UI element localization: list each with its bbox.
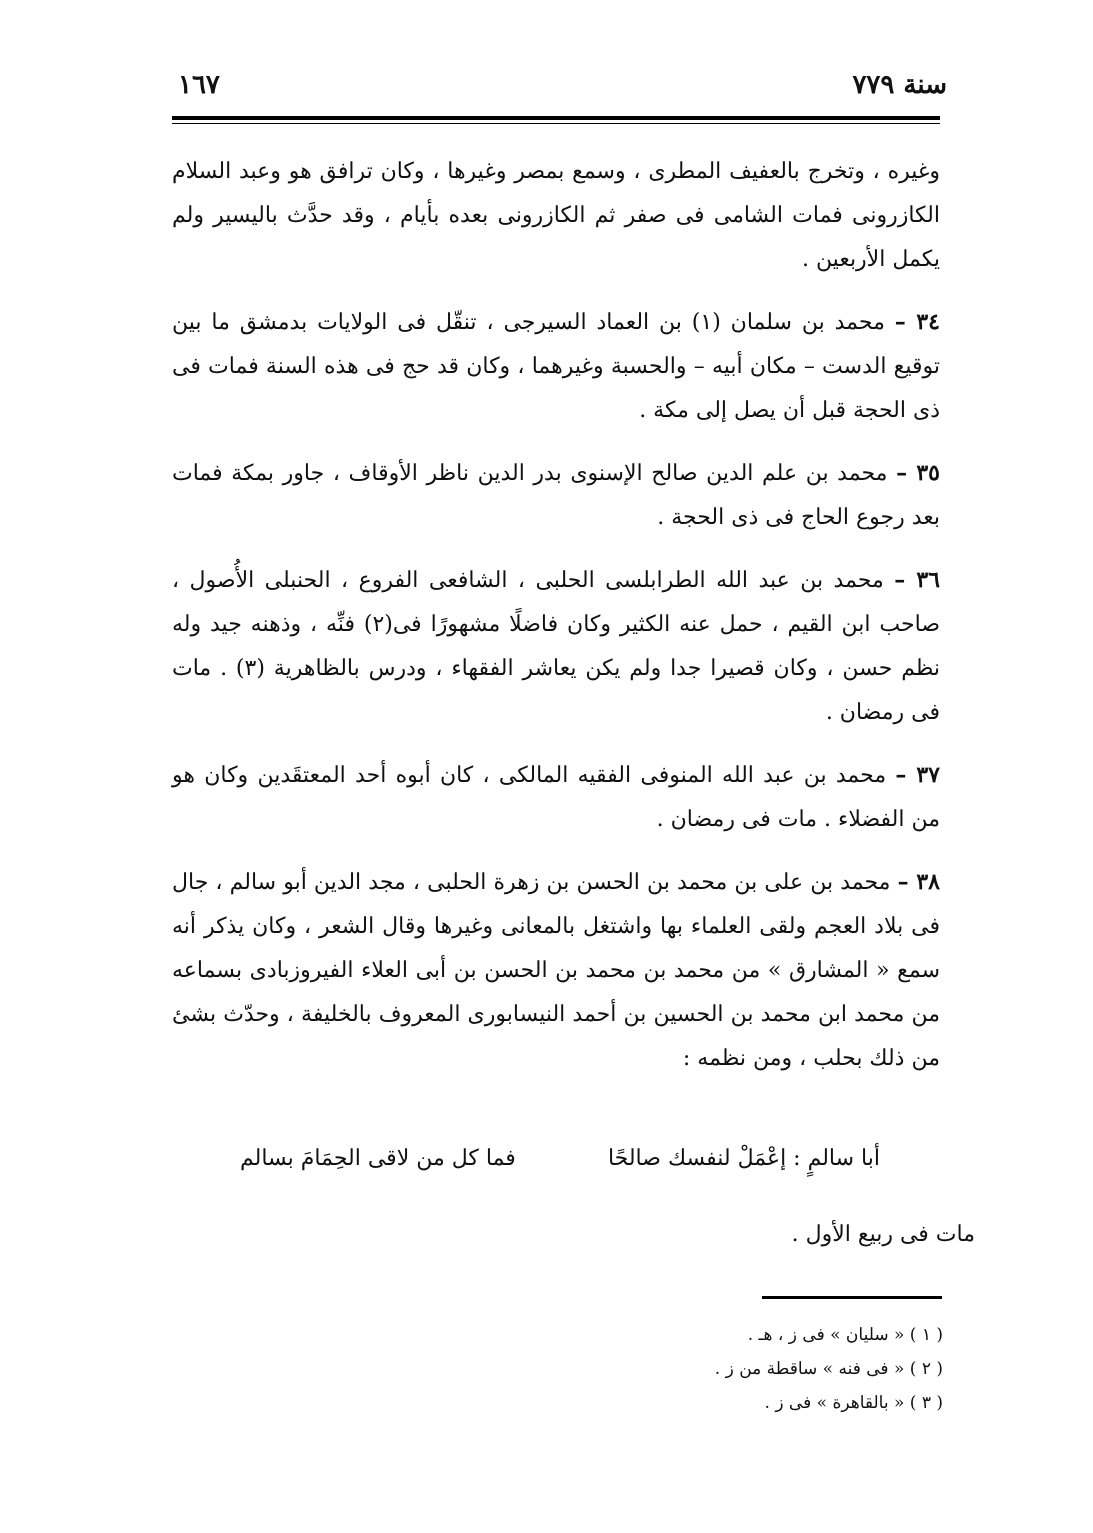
main-text: [172, 150, 940, 1099]
entry-34: [172, 300, 940, 433]
entry-text: محمد بن علم الدين صالح الإسنوى بدر الدين ناظر الأوقاف ، جاور بمكة فمات بعد رجوع الحاج فى ذى الحجة .: [172, 461, 940, 530]
page-number: ١٦٧: [178, 70, 220, 100]
entry-38: [172, 860, 940, 1081]
entry-text: محمد بن عبد الله المنوفى الفقيه المالكى ، كان أبوه أحد المعتقَدين وكان هو من الفضلاء . مات فى رمضان .: [172, 763, 940, 832]
footnote: ( ٣ ) « بالقاهرة » فى ز .: [764, 1393, 943, 1413]
entry-number: ٣٥ –: [896, 460, 940, 486]
footnote: ( ٢ ) « فى فنه » ساقطة من ز .: [714, 1359, 943, 1379]
verse-second-hemistich: فما كل من لاقى الحِمَامَ بسالم: [240, 1146, 516, 1171]
entry-text: محمد بن سلمان (١) بن العماد السيرجى ، تنقّل فى الولايات بدمشق ما بين توقيع الدست – مكان أبيه – والحسبة وغيرهما ، وكان قد حج فى هذه السنة فمات فى ذى الحجة قبل أن يصل إلى مكة .: [172, 310, 940, 423]
entry-text: محمد بن على بن محمد بن الحسن بن زهرة الحلبى ، مجد الدين أبو سالم ، جال فى بلاد العجم ولقى العلماء بها واشتغل بالمعانى وغيرها وقال الشعر ، وكان يذكر أنه سمع « المشارق » من محمد بن محمد بن الحسن بن أبى العلاء الفيروزبادى بسماعه من محمد ابن محمد بن الحسين بن أحمد النيسابورى المعروف بالخليفة ، وحدّث بشئ من ذلك بحلب ، ومن نظمه :: [172, 870, 940, 1071]
closing-line: مات فى ربيع الأول .: [791, 1222, 975, 1247]
entry-number: ٣٧ –: [895, 762, 940, 788]
poem-verse: [240, 1146, 880, 1171]
entry-number: ٣٨ –: [897, 869, 940, 895]
running-title: سنة ٧٧٩: [852, 70, 947, 100]
paragraph-text: وغيره ، وتخرج بالعفيف المطرى ، وسمع بمصر وغيرها ، وكان ترافق هو وعبد السلام الكازرونى فمات الشامى فى صفر ثم الكازرونى بعده بأيام ، وقد حدَّث باليسير ولم يكمل الأربعين .: [172, 159, 940, 272]
footnote-separator: [762, 1296, 942, 1299]
entry-text: محمد بن عبد الله الطرابلسى الحلبى ، الشافعى الفروع ، الحنبلى الأُصول ، صاحب ابن القيم ، حمل عنه الكثير وكان فاضلًا مشهورًا فى(٢) فنِّه ، وذهنه جيد وله نظم حسن ، وكان قصيرا جدا ولم يكن يعاشر الفقهاء ، ودرس بالظاهرية (٣) . مات فى رمضان .: [172, 568, 941, 725]
header-rule: [172, 116, 940, 120]
entry-37: [172, 753, 940, 842]
entry-number: ٣٦ –: [894, 567, 940, 593]
verse-first-hemistich: أبا سالمٍ : إعْمَلْ لنفسك صالحًا: [607, 1146, 880, 1171]
entry-number: ٣٤ –: [894, 309, 940, 335]
paragraph-continuation: [172, 150, 940, 282]
footnote: ( ١ ) « سليان » فى ز ، هـ .: [747, 1325, 943, 1345]
footnotes: [715, 1318, 943, 1420]
entry-36: [172, 558, 940, 735]
header-rule-thin: [172, 123, 940, 124]
entry-35: [172, 451, 940, 540]
